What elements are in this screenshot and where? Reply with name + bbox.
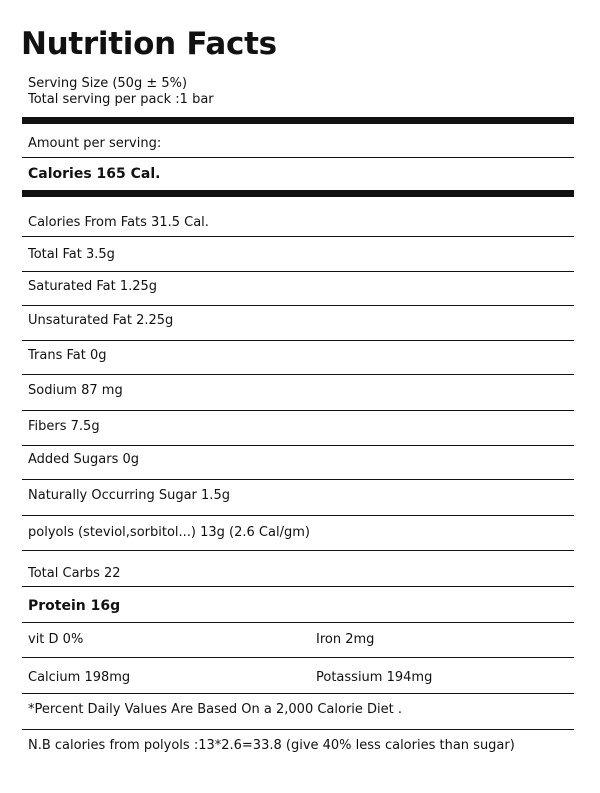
nutrient-row: Total Fat 3.5g	[28, 247, 115, 262]
nutrient-row: Total Carbs 22	[28, 566, 121, 581]
mineral-potassium: Potassium 194mg	[316, 670, 433, 685]
divider	[22, 622, 574, 623]
label-title: Nutrition Facts	[21, 26, 277, 62]
mineral-iron: Iron 2mg	[316, 632, 375, 647]
divider	[22, 515, 574, 516]
protein-row: Protein 16g	[28, 598, 121, 614]
divider	[22, 157, 574, 158]
amount-per-serving: Amount per serving:	[28, 136, 162, 151]
nutrient-row: Saturated Fat 1.25g	[28, 279, 158, 294]
thick-divider-top	[22, 117, 574, 124]
nutrient-row: Sodium 87 mg	[28, 383, 123, 398]
divider	[22, 729, 574, 730]
divider	[22, 693, 574, 694]
thick-divider-calories	[22, 190, 574, 197]
serving-info	[28, 76, 214, 108]
polyols-note: N.B calories from polyols :13*2.6=33.8 (give 40% less calories than sugar)	[28, 738, 515, 753]
nutrient-row: Trans Fat 0g	[28, 348, 107, 363]
nutrient-row: polyols (steviol,sorbitol...) 13g (2.6 Cal/gm)	[28, 525, 310, 540]
divider	[22, 550, 574, 551]
nutrient-row: Naturally Occurring Sugar 1.5g	[28, 488, 230, 503]
divider	[22, 410, 574, 411]
divider	[22, 657, 574, 658]
nutrient-row: Fibers 7.5g	[28, 419, 100, 434]
nutrient-row: Calories From Fats 31.5 Cal.	[28, 215, 209, 230]
divider	[22, 374, 574, 375]
divider	[22, 271, 574, 272]
mineral-vit-d: vit D 0%	[28, 632, 84, 647]
divider	[22, 479, 574, 480]
divider	[22, 340, 574, 341]
divider	[22, 236, 574, 237]
divider	[22, 586, 574, 587]
serving-size: Serving Size (50g ± 5%)	[28, 76, 188, 91]
divider	[22, 445, 574, 446]
nutrient-row: Unsaturated Fat 2.25g	[28, 313, 174, 328]
daily-values-footnote: *Percent Daily Values Are Based On a 2,000 Calorie Diet .	[28, 702, 403, 717]
divider	[22, 305, 574, 306]
servings-per-pack: Total serving per pack :1 bar	[28, 92, 214, 107]
mineral-calcium: Calcium 198mg	[28, 670, 131, 685]
nutrient-row: Added Sugars 0g	[28, 452, 140, 467]
calories-row: Calories 165 Cal.	[28, 166, 161, 182]
